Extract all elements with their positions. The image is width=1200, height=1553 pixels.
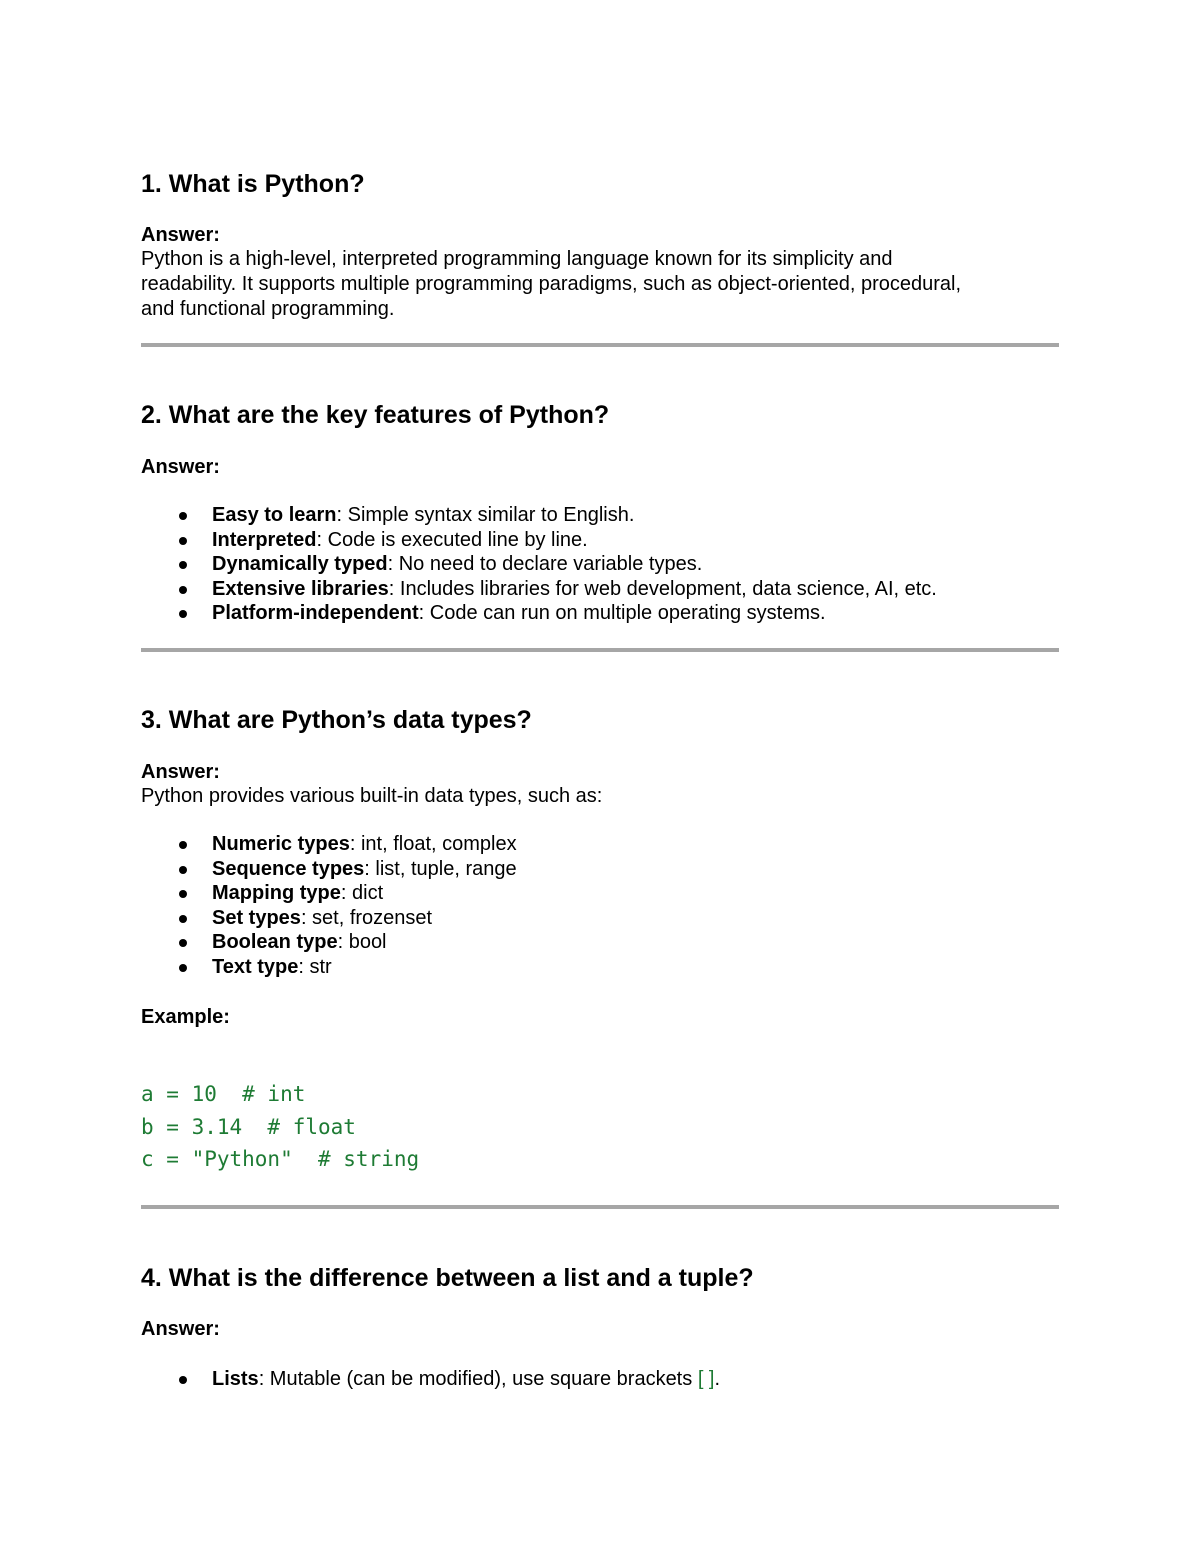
list-item <box>141 832 517 857</box>
item-term: Boolean type <box>212 931 338 954</box>
bullet-icon <box>179 915 187 923</box>
question-3-intro: Python provides various built-in data types, such as: <box>141 785 603 807</box>
section-divider <box>141 343 1059 347</box>
list-vs-tuple-list <box>141 1367 720 1392</box>
answer-line: Python is a high-level, interpreted programming language known for its simplicity and <box>141 248 893 270</box>
question-2-title: 2. What are the key features of Python? <box>141 401 610 429</box>
bullet-icon <box>179 610 187 618</box>
code-line: b = 3.14 # float <box>141 1114 356 1139</box>
bullet-icon <box>179 512 187 520</box>
section-divider <box>141 648 1059 652</box>
item-desc: : dict <box>340 882 384 905</box>
item-desc: : No need to declare variable types. <box>387 553 703 576</box>
bullet-icon <box>179 1376 187 1384</box>
data-types-list <box>141 832 517 980</box>
item-desc: : set, frozenset <box>300 906 433 929</box>
example-label: Example: <box>141 1006 230 1028</box>
item-term: Interpreted <box>212 528 317 551</box>
bullet-icon <box>179 561 187 569</box>
code-block <box>141 1078 419 1176</box>
item-term: Sequence types <box>212 857 365 880</box>
bullet-icon <box>179 964 187 972</box>
bullet-icon <box>179 841 187 849</box>
item-term: Text type <box>212 955 299 978</box>
item-desc: : str <box>298 955 332 978</box>
question-3-title: 3. What are Python’s data types? <box>141 706 532 734</box>
list-item <box>141 577 937 602</box>
list-item <box>141 881 517 906</box>
bullet-icon <box>179 890 187 898</box>
section-divider <box>141 1205 1059 1209</box>
item-desc: : bool <box>337 931 387 954</box>
item-term: Lists <box>212 1368 259 1390</box>
list-item <box>141 857 517 882</box>
item-term: Mapping type <box>212 882 341 905</box>
item-term: Easy to learn <box>212 504 337 526</box>
list-item <box>141 955 517 980</box>
item-desc: : Includes libraries for web development, data science, AI, etc. <box>388 577 937 600</box>
item-term: Numeric types <box>212 833 350 855</box>
bullet-icon <box>179 866 187 874</box>
code-line: a = 10 # int <box>141 1082 306 1106</box>
item-desc: : int, float, complex <box>349 833 517 855</box>
list-item <box>141 552 937 577</box>
item-term: Extensive libraries <box>212 577 389 600</box>
item-desc: : Code can run on multiple operating systems. <box>418 602 826 625</box>
features-list <box>141 503 937 626</box>
bullet-icon <box>179 939 187 947</box>
list-item <box>141 1367 720 1392</box>
code-line: c = "Python" # string <box>141 1147 420 1171</box>
question-4-answer-label: Answer: <box>141 1318 220 1340</box>
question-1-title: 1. What is Python? <box>141 170 365 198</box>
list-item <box>141 906 517 931</box>
list-item <box>141 528 937 553</box>
bullet-icon <box>179 586 187 594</box>
item-desc: : list, tuple, range <box>364 857 517 880</box>
item-term: Dynamically typed <box>212 553 388 576</box>
bullet-icon <box>179 537 187 545</box>
item-term: Set types <box>212 906 301 929</box>
list-item <box>141 930 517 955</box>
question-1-answer-label: Answer: <box>141 224 220 246</box>
list-item <box>141 601 937 626</box>
question-2-answer-label: Answer: <box>141 456 220 478</box>
item-desc: : Simple syntax similar to English. <box>336 504 635 526</box>
question-4-title: 4. What is the difference between a list and a tuple? <box>141 1264 754 1292</box>
item-desc: : Mutable (can be modified), use square brackets <box>258 1368 698 1390</box>
answer-line: readability. It supports multiple programming paradigms, such as object-oriented, procedural, <box>141 273 962 295</box>
inline-code: [ ] <box>697 1368 715 1390</box>
item-tail: . <box>714 1368 721 1390</box>
answer-line: and functional programming. <box>141 298 395 320</box>
question-1-answer-text <box>141 247 961 322</box>
question-3-answer-label: Answer: <box>141 761 220 783</box>
item-desc: : Code is executed line by line. <box>316 528 588 551</box>
list-item <box>141 503 937 528</box>
item-term: Platform-independent <box>212 602 419 625</box>
